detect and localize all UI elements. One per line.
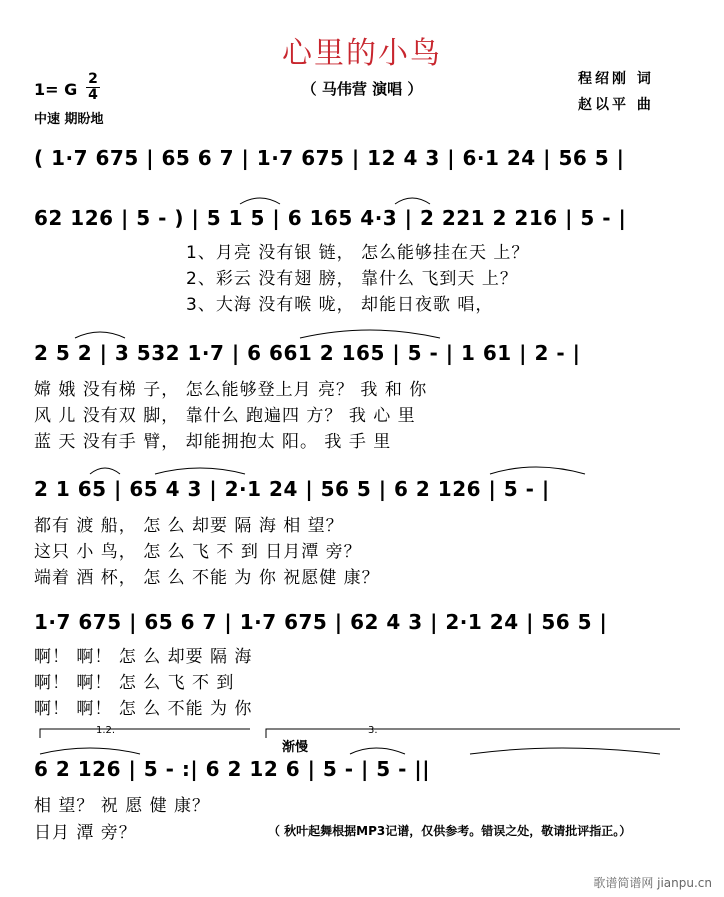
slur-arc <box>300 330 440 338</box>
notation-row-2: 62 126 | 5 - ) | 5 1 5 | 6 165 4·3 | 2 221 2 216 | 5 - | <box>34 206 627 230</box>
volta-second-ending: 3. <box>368 725 378 736</box>
slur-arc <box>40 748 140 754</box>
slur-arc <box>490 467 585 474</box>
slur-arc <box>470 748 660 754</box>
slur-arc <box>155 468 245 474</box>
lyric-row-3-verse-3: 蓝 天 没有手 臂， 却能拥抱太 阳。 我 手 里 <box>34 432 392 452</box>
volta-second-bracket <box>266 729 680 738</box>
slur-arc <box>350 748 405 754</box>
lyric-row-4-verse-2: 这只 小 鸟， 怎 么 飞 不 到 日月潭 旁？ <box>34 542 362 562</box>
slur-arc <box>395 198 430 204</box>
lyric-row-5-verse-3: 啊！ 啊！ 怎 么 不能 为 你 <box>34 699 253 719</box>
lyric-row-5-verse-1: 啊！ 啊！ 怎 么 却要 隔 海 <box>34 647 253 667</box>
lyricist-credit: 程绍刚 词 <box>578 71 654 87</box>
transcriber-note: （ 秋叶起舞根据MP3记谱，仅供参考。错误之处，敬请批评指正。） <box>268 824 632 838</box>
notation-row-6: 6 2 126 | 5 - :| 6 2 12 6 | 5 - | 5 - || <box>34 757 431 781</box>
site-watermark: 歌谱简谱网 jianpu.cn <box>593 876 712 890</box>
notation-row-3: 2 5 2 | 3 532 1·7 | 6 661 2 165 | 5 - | 1 61 | 2 - | <box>34 341 581 365</box>
slur-arc <box>90 468 120 474</box>
tempo-marking: 中速 期盼地 <box>34 112 104 127</box>
lyric-row-4-verse-1: 都有 渡 船， 怎 么 却要 隔 海 相 望？ <box>34 516 344 536</box>
lyric-row-2-verse-1: 1、月亮 没有银 链， 怎么能够挂在天 上？ <box>186 243 530 263</box>
lyric-row-5-verse-2: 啊！ 啊！ 怎 么 飞 不 到 <box>34 673 235 693</box>
composer-credit: 赵以平 曲 <box>578 97 654 113</box>
slur-arc <box>75 332 125 338</box>
lyric-row-2-verse-2: 2、彩云 没有翅 膀， 靠什么 飞到天 上？ <box>186 269 518 289</box>
lyric-row-3-verse-1: 嫦 娥 没有梯 子， 怎么能够登上月 亮？ 我 和 你 <box>34 380 428 400</box>
time-signature-top: 2 <box>88 71 98 87</box>
lyric-row-6-verse-2: 日月 潭 旁？ <box>34 823 137 843</box>
lyric-row-4-verse-3: 端着 酒 杯， 怎 么 不能 为 你 祝愿健 康？ <box>34 568 380 588</box>
time-signature-bottom: 4 <box>86 87 100 103</box>
volta-first-ending: 1.2. <box>96 725 116 736</box>
notation-row-1: ( 1·7 675 | 65 6 7 | 1·7 675 | 12 4 3 | 6·1 24 | 56 5 | <box>34 146 625 170</box>
lyric-row-2-verse-3: 3、大海 没有喉 咙， 却能日夜歌 唱， <box>186 295 494 315</box>
ritardando-mark: 渐慢 <box>282 740 309 755</box>
key-signature: 1= G <box>34 80 78 99</box>
notation-row-5: 1·7 675 | 65 6 7 | 1·7 675 | 62 4 3 | 2·1 24 | 56 5 | <box>34 610 608 634</box>
performer-line: （ 马伟营 演唱 ） <box>301 80 423 98</box>
volta-first-bracket <box>40 729 250 738</box>
notation-row-4: 2 1 65 | 65 4 3 | 2·1 24 | 56 5 | 6 2 126 | 5 - | <box>34 477 550 501</box>
lyric-row-6-verse-1: 相 望？ 祝 愿 健 康？ <box>34 796 211 816</box>
song-title: 心里的小鸟 <box>282 36 442 71</box>
slur-arc <box>240 198 280 204</box>
lyric-row-3-verse-2: 风 儿 没有双 脚， 靠什么 跑遍四 方？ 我 心 里 <box>34 406 416 426</box>
